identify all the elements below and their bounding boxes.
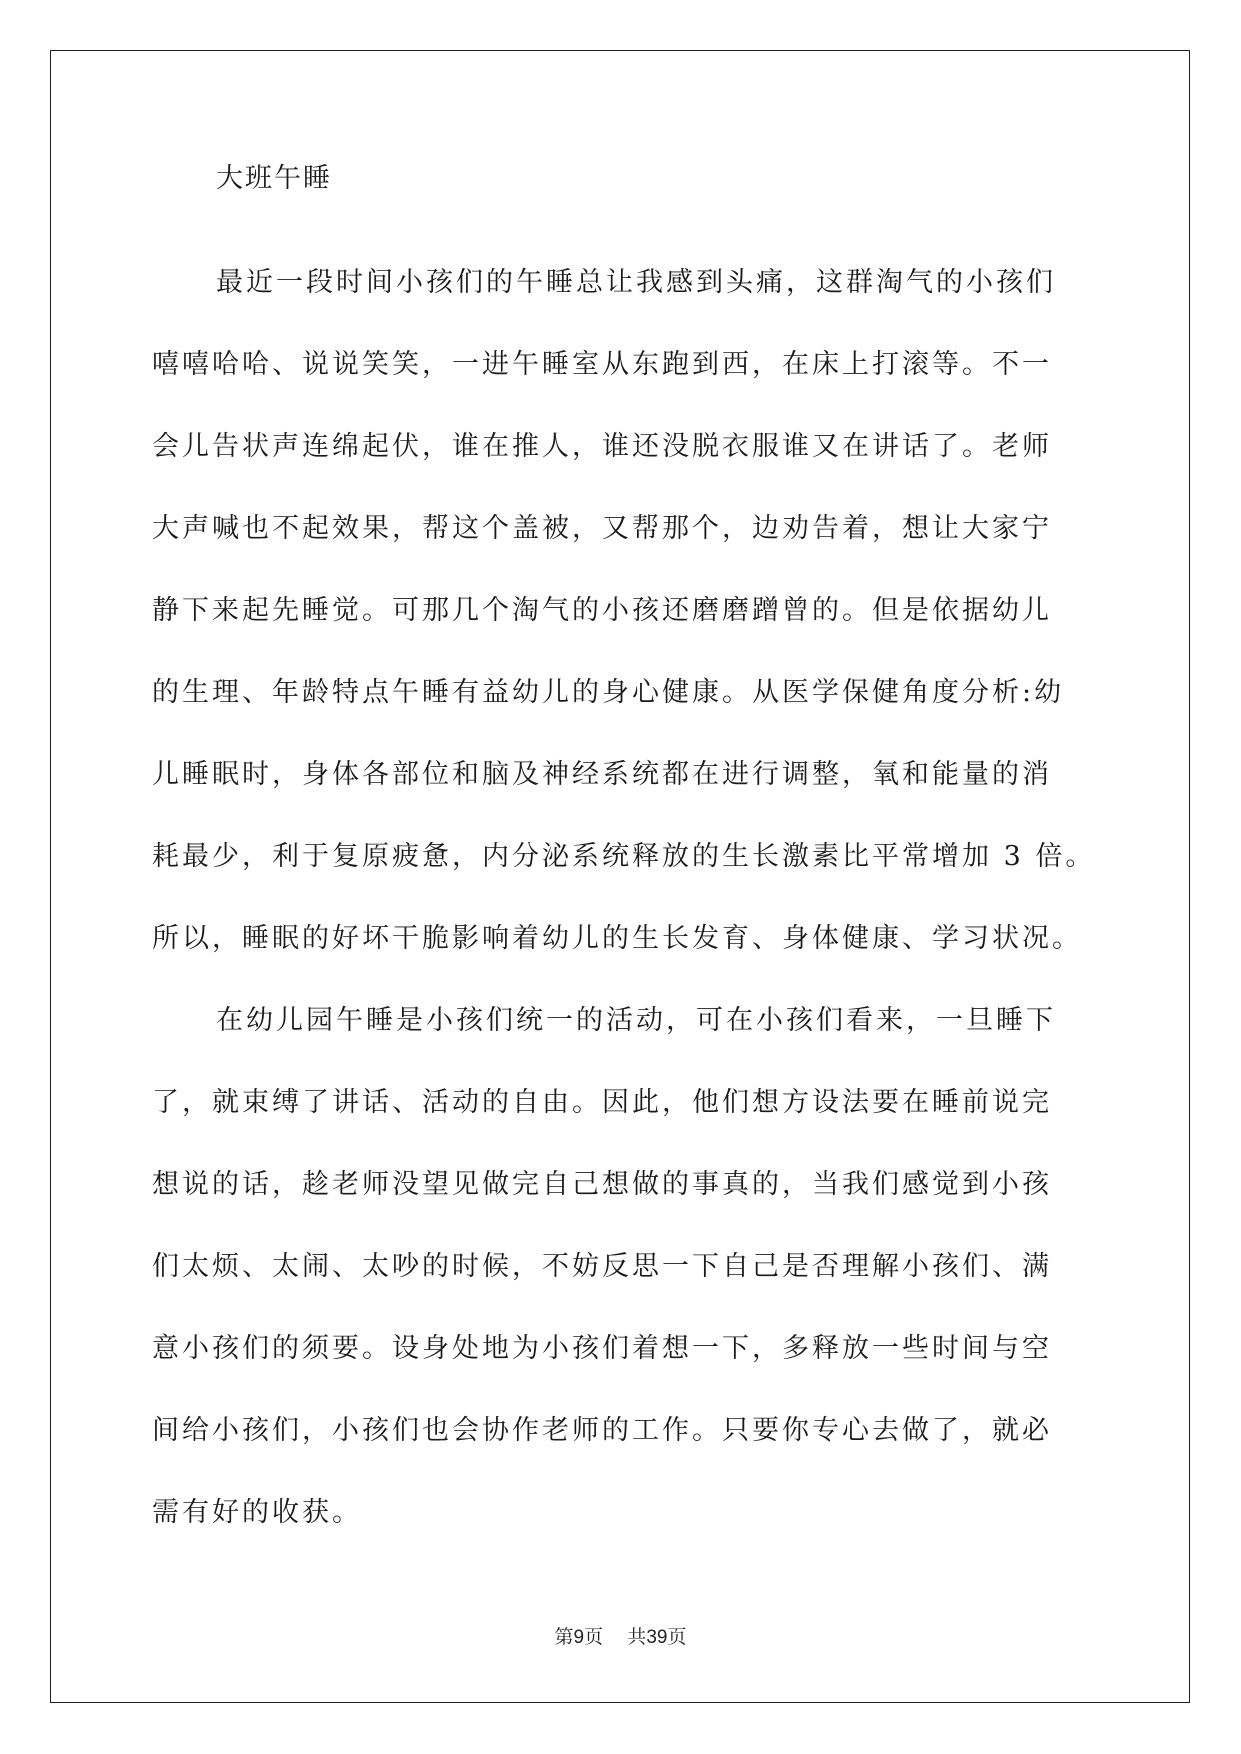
total-suffix: 页: [667, 1626, 687, 1648]
document-title: 大班午睡: [216, 163, 332, 194]
page-suffix: 页: [584, 1626, 604, 1648]
paragraph-1: [152, 242, 1096, 980]
paragraph-line: 会儿告状声连绵起伏，谁在推人，谁还没脱衣服谁又在讲话了。老师: [152, 431, 1052, 462]
page-prefix: 第: [554, 1626, 574, 1648]
document-body: [152, 160, 1096, 1554]
paragraph-line: 最近一段时间小孩们的午睡总让我感到头痛，这群淘气的小孩们: [216, 267, 1056, 298]
paragraph-line: 间给小孩们，小孩们也会协作老师的工作。只要你专心去做了，就必: [152, 1415, 1052, 1446]
paragraph-2: [152, 980, 1092, 1554]
paragraph-line: 所以，睡眠的好坏干脆影响着幼儿的生长发育、身体健康、学习状况。: [152, 923, 1082, 954]
paragraph-line: 儿睡眠时，身体各部位和脑及神经系统都在进行调整，氧和能量的消: [152, 759, 1052, 790]
paragraph-line: 静下来起先睡觉。可那几个淘气的小孩还磨磨蹭曾的。但是依据幼儿: [152, 595, 1052, 626]
paragraph-line: 们太烦、太闹、太吵的时候，不妨反思一下自己是否理解小孩们、满: [152, 1251, 1052, 1282]
paragraph-line: 需有好的收获。: [152, 1497, 362, 1528]
paragraph-line: 大声喊也不起效果，帮这个盖被，又帮那个，边劝告着，想让大家宁: [152, 513, 1052, 544]
paragraph-line: 的生理、年龄特点午睡有益幼儿的身心健康。从医学保健角度分析:幼: [152, 677, 1065, 708]
paragraph-line: 意小孩们的须要。设身处地为小孩们着想一下，多释放一些时间与空: [152, 1333, 1052, 1364]
paragraph-line: 在幼儿园午睡是小孩们统一的活动，可在小孩们看来，一旦睡下: [216, 1005, 1056, 1036]
paragraph-line: 想说的话，趁老师没望见做完自己想做的事真的，当我们感觉到小孩: [152, 1169, 1052, 1200]
total-prefix: 共: [627, 1626, 647, 1648]
page-footer: [0, 1625, 1241, 1650]
paragraph-line: 耗最少，利于复原疲惫，内分泌系统释放的生长激素比平常增加 3 倍。: [152, 841, 1096, 872]
paragraph-line: 嘻嘻哈哈、说说笑笑，一进午睡室从东跑到西，在床上打滚等。不一: [152, 349, 1052, 380]
page-number: 9: [573, 1627, 585, 1648]
total-pages: 39: [646, 1627, 668, 1648]
paragraph-line: 了，就束缚了讲话、活动的自由。因此，他们想方设法要在睡前说完: [152, 1087, 1052, 1118]
